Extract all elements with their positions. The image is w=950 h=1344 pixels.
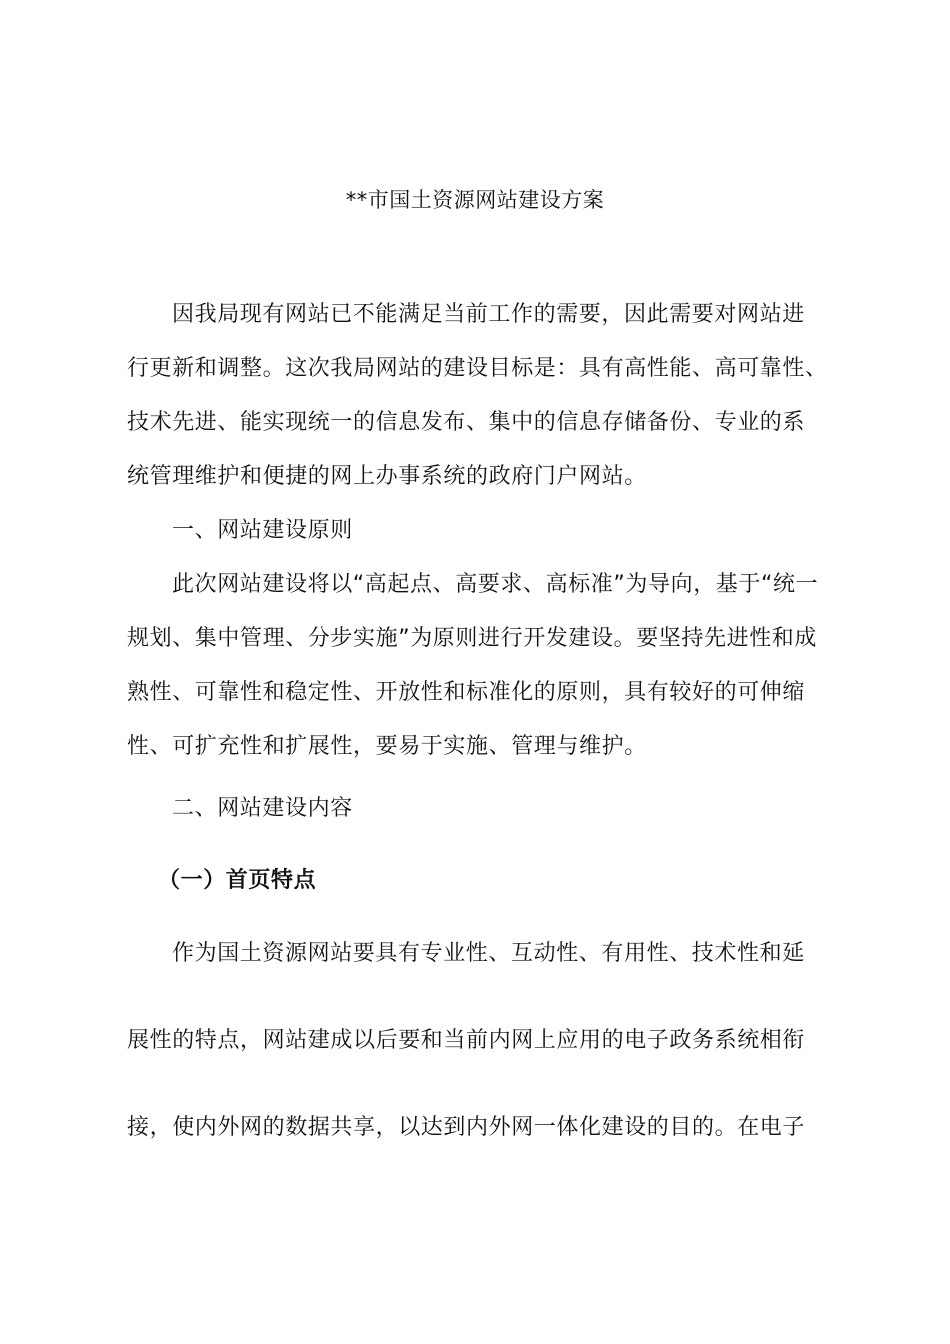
subsection1-heading: （一）首页特点 bbox=[158, 868, 317, 893]
section2-heading: 二、网站建设内容 bbox=[172, 796, 353, 821]
section1-line-1: 此次网站建设将以“高起点、高要求、高标准”为导向，基于“统一 bbox=[172, 572, 819, 597]
intro-line-1: 因我局现有网站已不能满足当前工作的需要，因此需要对网站进 bbox=[172, 302, 805, 327]
section1-line-2: 规划、集中管理、分步实施”为原则进行开发建设。要坚持先进性和成 bbox=[127, 626, 817, 651]
intro-line-3: 技术先进、能实现统一的信息发布、集中的信息存储备份、专业的系 bbox=[127, 410, 806, 435]
subsection1-line-1: 作为国土资源网站要具有专业性、互动性、有用性、技术性和延 bbox=[172, 941, 805, 966]
intro-line-4: 统管理维护和便捷的网上办事系统的政府门户网站。 bbox=[127, 464, 647, 489]
subsection1-line-3: 接，使内外网的数据共享，以达到内外网一体化建设的目的。在电子 bbox=[127, 1115, 806, 1140]
intro-line-2: 行更新和调整。这次我局网站的建设目标是：具有高性能、高可靠性、 bbox=[127, 356, 828, 381]
subsection1-line-2: 展性的特点，网站建成以后要和当前内网上应用的电子政务系统相衔 bbox=[127, 1028, 806, 1053]
document-title: **市国土资源网站建设方案 bbox=[345, 188, 605, 212]
section1-heading: 一、网站建设原则 bbox=[172, 518, 353, 543]
section1-line-3: 熟性、可靠性和稳定性、开放性和标准化的原则，具有较好的可伸缩 bbox=[127, 680, 806, 705]
section1-line-4: 性、可扩充性和扩展性，要易于实施、管理与维护。 bbox=[127, 734, 647, 759]
